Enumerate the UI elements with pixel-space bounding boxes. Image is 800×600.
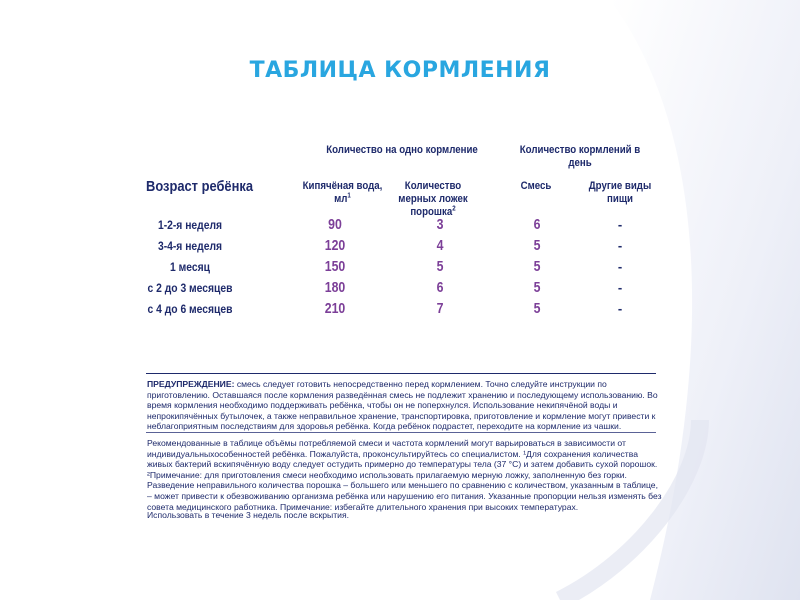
warning-body: смесь следует готовить непосредственно перед кормлением. Точно следуйте инструкции по приготовлению. Оставшаяся после кормления разведённая смесь не подлежит хранению и последующему использованию. Во время кормления необходимо поддерживать ребёнка, чтобы он не поперхнулся. Использование некипячёной воды и непрокипячённых бутылочек, а также неправильное хранение, транспортировка, приготовление и кормление могут привести к неблагоприятным последствиям для здоровья ребёнка. Когда ребёнок подрастет, переходите на кормление из чашки.	[147, 379, 658, 432]
table-row	[0, 258, 800, 278]
header-spoons	[385, 180, 482, 219]
header-spoons-label: Количество мерных ложек порошка	[398, 180, 468, 218]
table-row	[0, 279, 800, 299]
page-title: ТАБЛИЦА КОРМЛЕНИЯ	[249, 58, 551, 83]
usage-text: Использовать в течение 3 недель после вскрытия.	[147, 510, 350, 520]
row-spoons: 3	[436, 216, 444, 233]
header-per-day: Количество кормлений в день	[519, 144, 641, 169]
warning-label: ПРЕДУПРЕЖДЕНИЕ:	[147, 379, 235, 389]
header-other: Другие виды пищи	[588, 180, 652, 205]
row-spoons: 4	[436, 237, 444, 254]
row-spoons: 6	[436, 279, 444, 296]
row-other: -	[617, 238, 623, 253]
row-water: 90	[328, 216, 342, 233]
warning-text	[147, 379, 662, 432]
row-spoons: 5	[436, 258, 444, 275]
header-water-footnote: 1	[347, 192, 351, 200]
recommendations-text: Рекомендованные в таблице объёмы потребляемой смеси и частота кормлений могут варьироваться в зависимости от индивидуальныхособенностей ребёнка. Пожалуйста, проконсультируйтесь со специалистом. ¹Для сохранения количества живых бактерий вскипячённую воду следует остудить примерно до температуры тела (37 °С) и затем добавить сухой порошок. ²Примечание: для приготовления смеси необходимо использовать прилагаемую мерную ложку, заполненную без горки. Разведение неправильного количества порошка – большего или меньшего по сравнению с количеством, указанным в таблице, – может привести к обезвоживанию организма ребёнка или нарушению его питания. Указанные пропорции нельзя изменять без совета медицинского работника. Примечание: избегайте длительного хранения при высоких температурах.	[147, 438, 662, 512]
row-mix: 5	[533, 258, 541, 275]
row-age: 3-4-я неделя	[157, 239, 223, 253]
row-other: -	[617, 259, 623, 274]
header-water-label: Кипячёная вода, мл	[302, 180, 383, 205]
header-per-feeding: Количество на одно кормление	[326, 144, 478, 156]
table-row	[0, 237, 800, 257]
row-mix: 5	[533, 237, 541, 254]
row-age: 1 месяц	[170, 260, 210, 274]
row-age: 1-2-я неделя	[157, 218, 223, 232]
row-spoons: 7	[436, 300, 444, 317]
row-water: 150	[324, 258, 346, 275]
row-other: -	[617, 301, 623, 316]
header-water	[301, 180, 385, 206]
divider	[146, 373, 656, 374]
row-age: с 2 до 3 месяцев	[147, 281, 233, 295]
row-mix: 5	[533, 300, 541, 317]
row-water: 120	[324, 237, 346, 254]
table-row	[0, 216, 800, 236]
header-age: Возраст ребёнка	[146, 178, 254, 195]
row-age: с 4 до 6 месяцев	[147, 302, 233, 316]
row-water: 180	[324, 279, 346, 296]
row-other: -	[617, 217, 623, 232]
row-mix: 5	[533, 279, 541, 296]
table-row	[0, 300, 800, 320]
row-mix: 6	[533, 216, 541, 233]
row-water: 210	[324, 300, 346, 317]
row-other: -	[617, 280, 623, 295]
header-mix: Смесь	[520, 180, 552, 192]
header-spoons-footnote: 2	[452, 205, 456, 213]
divider	[146, 432, 656, 433]
